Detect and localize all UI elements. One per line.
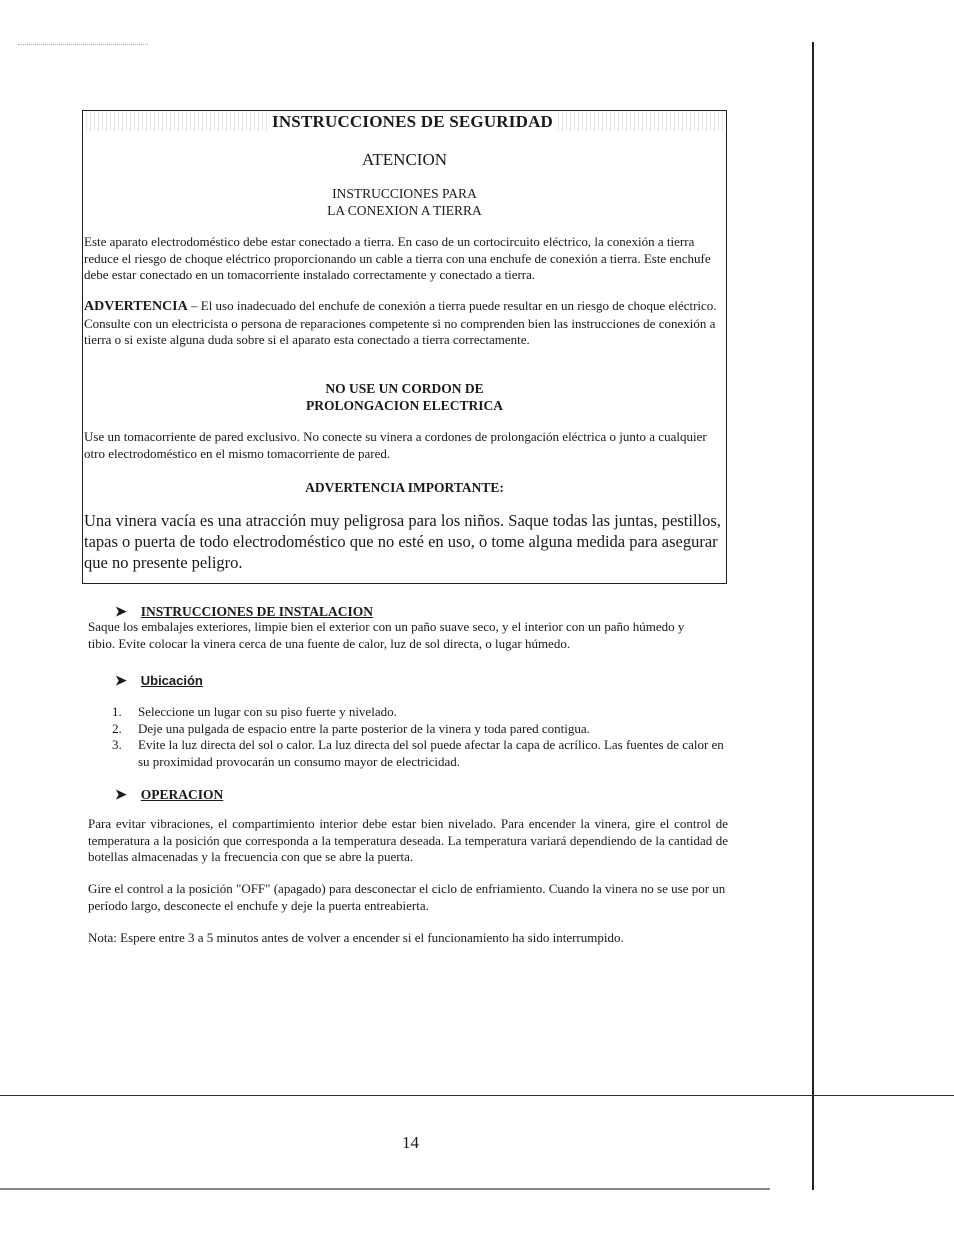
no-extension-line2: PROLONGACION ELECTRICA [306, 398, 503, 413]
atencion-heading: ATENCION [362, 150, 447, 169]
page-number: 14 [402, 1133, 419, 1152]
operation-note: Nota: Espere entre 3 a 5 minutos antes de volver a encender si el funcionamiento ha sido interrumpido. [88, 930, 624, 945]
location-heading: Ubicación [140, 673, 203, 688]
location-section-heading [115, 672, 203, 690]
list-item [112, 737, 732, 770]
step-text: Seleccione un lugar con su piso fuerte y nivelado. [138, 704, 397, 719]
arrow-bullet-icon: ➤ [115, 674, 127, 689]
step-text: Deje una pulgada de espacio entre la parte posterior de la vinera y toda pared contigua. [138, 720, 590, 736]
step-number: 1. [112, 704, 122, 719]
children-warning-paragraph: Una vinera vacía es una atracción muy peligrosa para los niños. Saque todas las juntas, pestillos, tapas o puerta de todo electrodoméstico que no esté en uso, o tome alguna medida para asegurar que no presente peligro. [84, 511, 721, 572]
no-extension-heading [82, 380, 727, 414]
installation-heading: INSTRUCCIONES DE INSTALACION [140, 604, 374, 619]
no-extension-line1: NO USE UN CORDON DE [325, 381, 484, 396]
warning-paragraph [84, 298, 724, 349]
list-item [112, 721, 732, 738]
grounding-paragraph: Este aparato electrodoméstico debe estar conectado a tierra. En caso de un cortocircuito eléctrico, la conexión a tierra reduce el riesgo de choque eléctrico proporcionando un cable a tierra con una enchufe de conexión a tierra. Este enchufe debe estar conectado en un tomacorriente instalado correctamente y conectado a tierra. [84, 234, 711, 282]
step-text: Evite la luz directa del sol o calor. La luz directa del sol puede afectar la capa de acrílico. Las fuentes de calor en su proximidad provocarán un consumo mayor de electricidad. [138, 737, 724, 769]
step-number: 3. [112, 737, 122, 752]
warning-label: ADVERTENCIA [84, 299, 188, 314]
warning-text: – El uso inadecuado del enchufe de conexión a tierra puede resultar en un riesgo de choque eléctrico. Consulte con un electricista o persona de reparaciones competente si no comprenden bien las instrucciones de conexión a tierra o si existe alguna duda sobre si el aparato esta conectado a tierra correctamente. [84, 298, 717, 347]
grounding-heading-line1: INSTRUCCIONES PARA [332, 186, 477, 201]
installation-paragraph: Saque los embalajes exteriores, limpie bien el exterior con un paño suave seco, y el interior con un paño húmedo y tibio. Evite colocar la vinera cerca de una fuente de calor, luz de sol directa, o lugar húmedo. [88, 619, 685, 651]
right-margin-rule [812, 42, 814, 1190]
arrow-bullet-icon: ➤ [115, 605, 127, 620]
bottom-divider [0, 1095, 954, 1096]
operation-section-heading [115, 786, 223, 804]
location-steps-list [112, 704, 732, 770]
scan-speck [18, 44, 148, 46]
operation-paragraph-1: Para evitar vibraciones, el compartimiento interior debe estar bien nivelado. Para encender la vinera, gire el control de temperatura a la posición que corresponda a la temperatura deseada. La temperatura variará dependiendo de la cantidad de botellas almacenadas y la frecuencia con que se abre la puerta. [88, 816, 728, 864]
grounding-heading [82, 185, 727, 219]
arrow-bullet-icon: ➤ [115, 788, 127, 803]
outlet-paragraph: Use un tomacorriente de pared exclusivo. No conecte su vinera a cordones de prolongación eléctrica o junto a cualquier otro electrodoméstico en el mismo tomacorriente de pared. [84, 429, 707, 461]
safety-title: INSTRUCCIONES DE SEGURIDAD [268, 112, 557, 132]
step-number: 2. [112, 720, 122, 736]
bottom-scan-smudge [0, 1188, 770, 1190]
important-warning-heading: ADVERTENCIA IMPORTANTE: [305, 480, 504, 495]
grounding-heading-line2: LA CONEXION A TIERRA [327, 203, 482, 218]
list-item [112, 704, 732, 721]
operation-heading: OPERACION [140, 787, 224, 802]
operation-paragraph-2: Gire el control a la posición "OFF" (apagado) para desconectar el ciclo de enfriamiento. Cuando la vinera no se use por un período largo, desconecte el enchufe y deje la puerta entreabierta. [88, 881, 726, 913]
